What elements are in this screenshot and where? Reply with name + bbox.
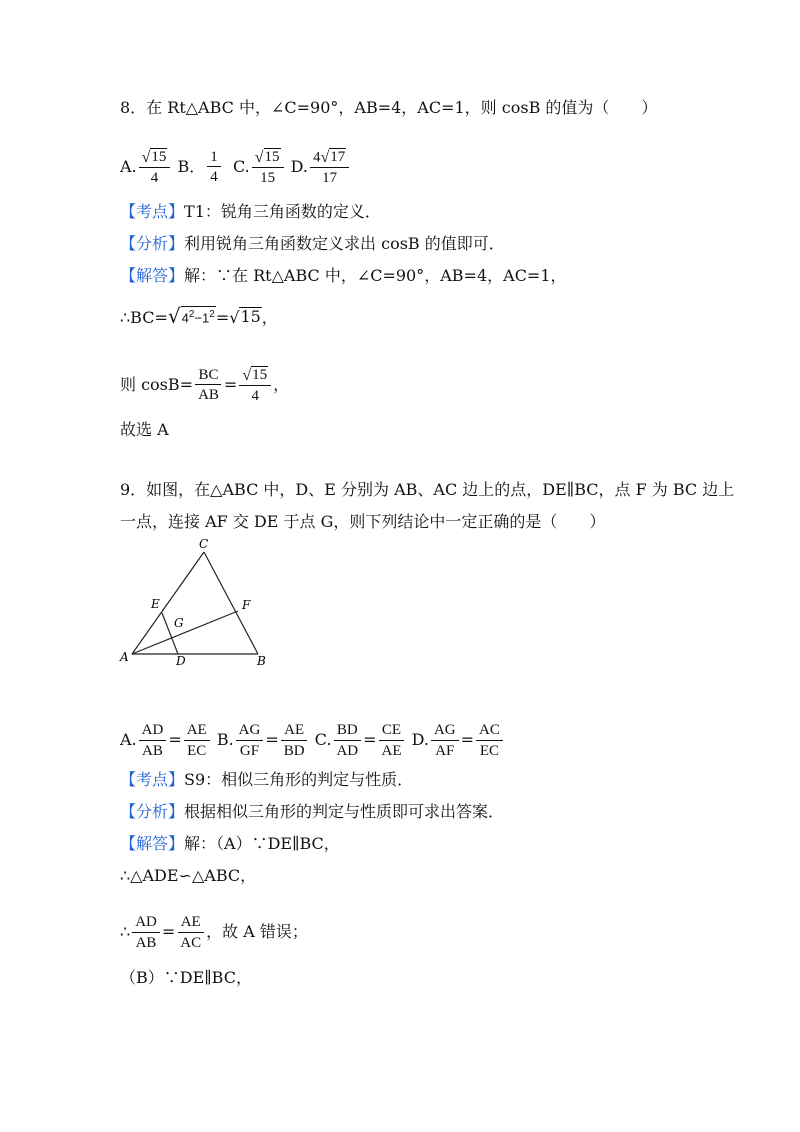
q9-question-line2: 一点，连接 AF 交 DE 于点 G，则下列结论中一定正确的是（ ） bbox=[120, 512, 606, 531]
q9-options: A. $\frac{AD}{AB}$ = $\frac{AE}{EC}$ B. $\frac{AG}{GF}$ = $\frac{AE}{BD}$ C. $\frac{BD}{AD}$ = $\frac{CE}{AE}$ D. $\frac{AG}{AF}$ = $\frac{AC}{EC}$ bbox=[120, 722, 505, 759]
q8-option-d-fraction: 4 √ 17 17 bbox=[310, 148, 349, 187]
q8-option-c-label: C. bbox=[232, 156, 250, 176]
jieda-tag: 【解答】 bbox=[120, 266, 185, 285]
q8-option-b-fraction: $\frac{1}{4}$ bbox=[207, 149, 221, 186]
q9-question-line1: 9．如图，在△ABC 中，D、E 分别为 AB、AC 边上的点，DE∥BC，点 F 为 BC 边上 bbox=[120, 480, 735, 499]
q8-option-d-label: D. bbox=[290, 156, 308, 176]
q9-step-ratio: ∴ $\frac{AD}{AB}$ = $\frac{AE}{AC}$ ，故 A 错误； bbox=[120, 914, 308, 951]
q8-fenxi: 【分析】利用锐角三角函数定义求出 cosB 的值即可． bbox=[120, 234, 505, 253]
q8-option-b-label: B． bbox=[177, 156, 206, 176]
q8-option-a-fraction: √ 15 4 bbox=[139, 148, 171, 187]
q8-options bbox=[120, 148, 351, 187]
label-b: B bbox=[257, 654, 266, 668]
sqrt-icon: √ bbox=[320, 148, 330, 166]
kaodian-tag: 【考点】 bbox=[120, 770, 185, 789]
sqrt-icon: √ bbox=[141, 148, 151, 166]
q9-option-b-label: B. bbox=[216, 730, 234, 749]
sqrt-icon: √ bbox=[229, 308, 240, 327]
fenxi-tag: 【分析】 bbox=[120, 802, 185, 821]
fenxi-tag: 【分析】 bbox=[120, 234, 185, 253]
sqrt-icon: √ bbox=[242, 366, 252, 384]
label-g: G bbox=[174, 616, 184, 630]
q8-jieda: 【解答】解：∵在 Rt△ABC 中，∠C=90°，AB=4，AC=1， bbox=[120, 266, 567, 285]
label-c: C bbox=[199, 537, 209, 551]
q9-option-a-label: A. bbox=[120, 730, 137, 749]
q9-kaodian: 【考点】S9：相似三角形的判定与性质． bbox=[120, 770, 414, 789]
q9-jieda: 【解答】解：（A）∵DE∥BC， bbox=[120, 834, 340, 853]
sqrt-icon: √ bbox=[254, 148, 264, 166]
q9-fenxi: 【分析】根据相似三角形的判定与性质即可求出答案． bbox=[120, 802, 505, 821]
q8-question: 8．在 Rt△ABC 中，∠C=90°，AB=4，AC=1，则 cosB 的值为（ ） bbox=[120, 98, 658, 117]
q9-step-similar: ∴△ADE∽△ABC， bbox=[120, 866, 257, 885]
kaodian-tag: 【考点】 bbox=[120, 202, 185, 221]
q9-option-d-label: D. bbox=[411, 730, 429, 749]
label-f: F bbox=[242, 598, 251, 612]
jieda-tag: 【解答】 bbox=[120, 834, 185, 853]
label-d: D bbox=[176, 654, 186, 668]
q9-option-c-label: C. bbox=[314, 730, 332, 749]
q8-option-a-label: A. bbox=[120, 156, 137, 176]
q8-step-bc: ∴BC= √ $4^2-1^2$ = √ 15 ， bbox=[120, 304, 278, 328]
q9-step-b: （B）∵DE∥BC， bbox=[120, 968, 252, 987]
q8-step-cosb: 则 cosB= $\frac{BC}{AB}$ = √ 15 4 ， bbox=[120, 366, 290, 404]
q8-option-c-fraction: √ 15 15 bbox=[252, 148, 284, 187]
q8-answer: 故选 A bbox=[120, 420, 169, 439]
label-e: E bbox=[151, 597, 160, 611]
q8-kaodian: 【考点】T1：锐角三角函数的定义． bbox=[120, 202, 381, 221]
side-ac bbox=[132, 552, 204, 654]
label-a: A bbox=[120, 650, 129, 664]
triangle-diagram bbox=[118, 537, 273, 670]
sqrt-expression: √ $4^2-1^2$ bbox=[167, 304, 215, 328]
sqrt-icon: √ bbox=[167, 304, 181, 328]
